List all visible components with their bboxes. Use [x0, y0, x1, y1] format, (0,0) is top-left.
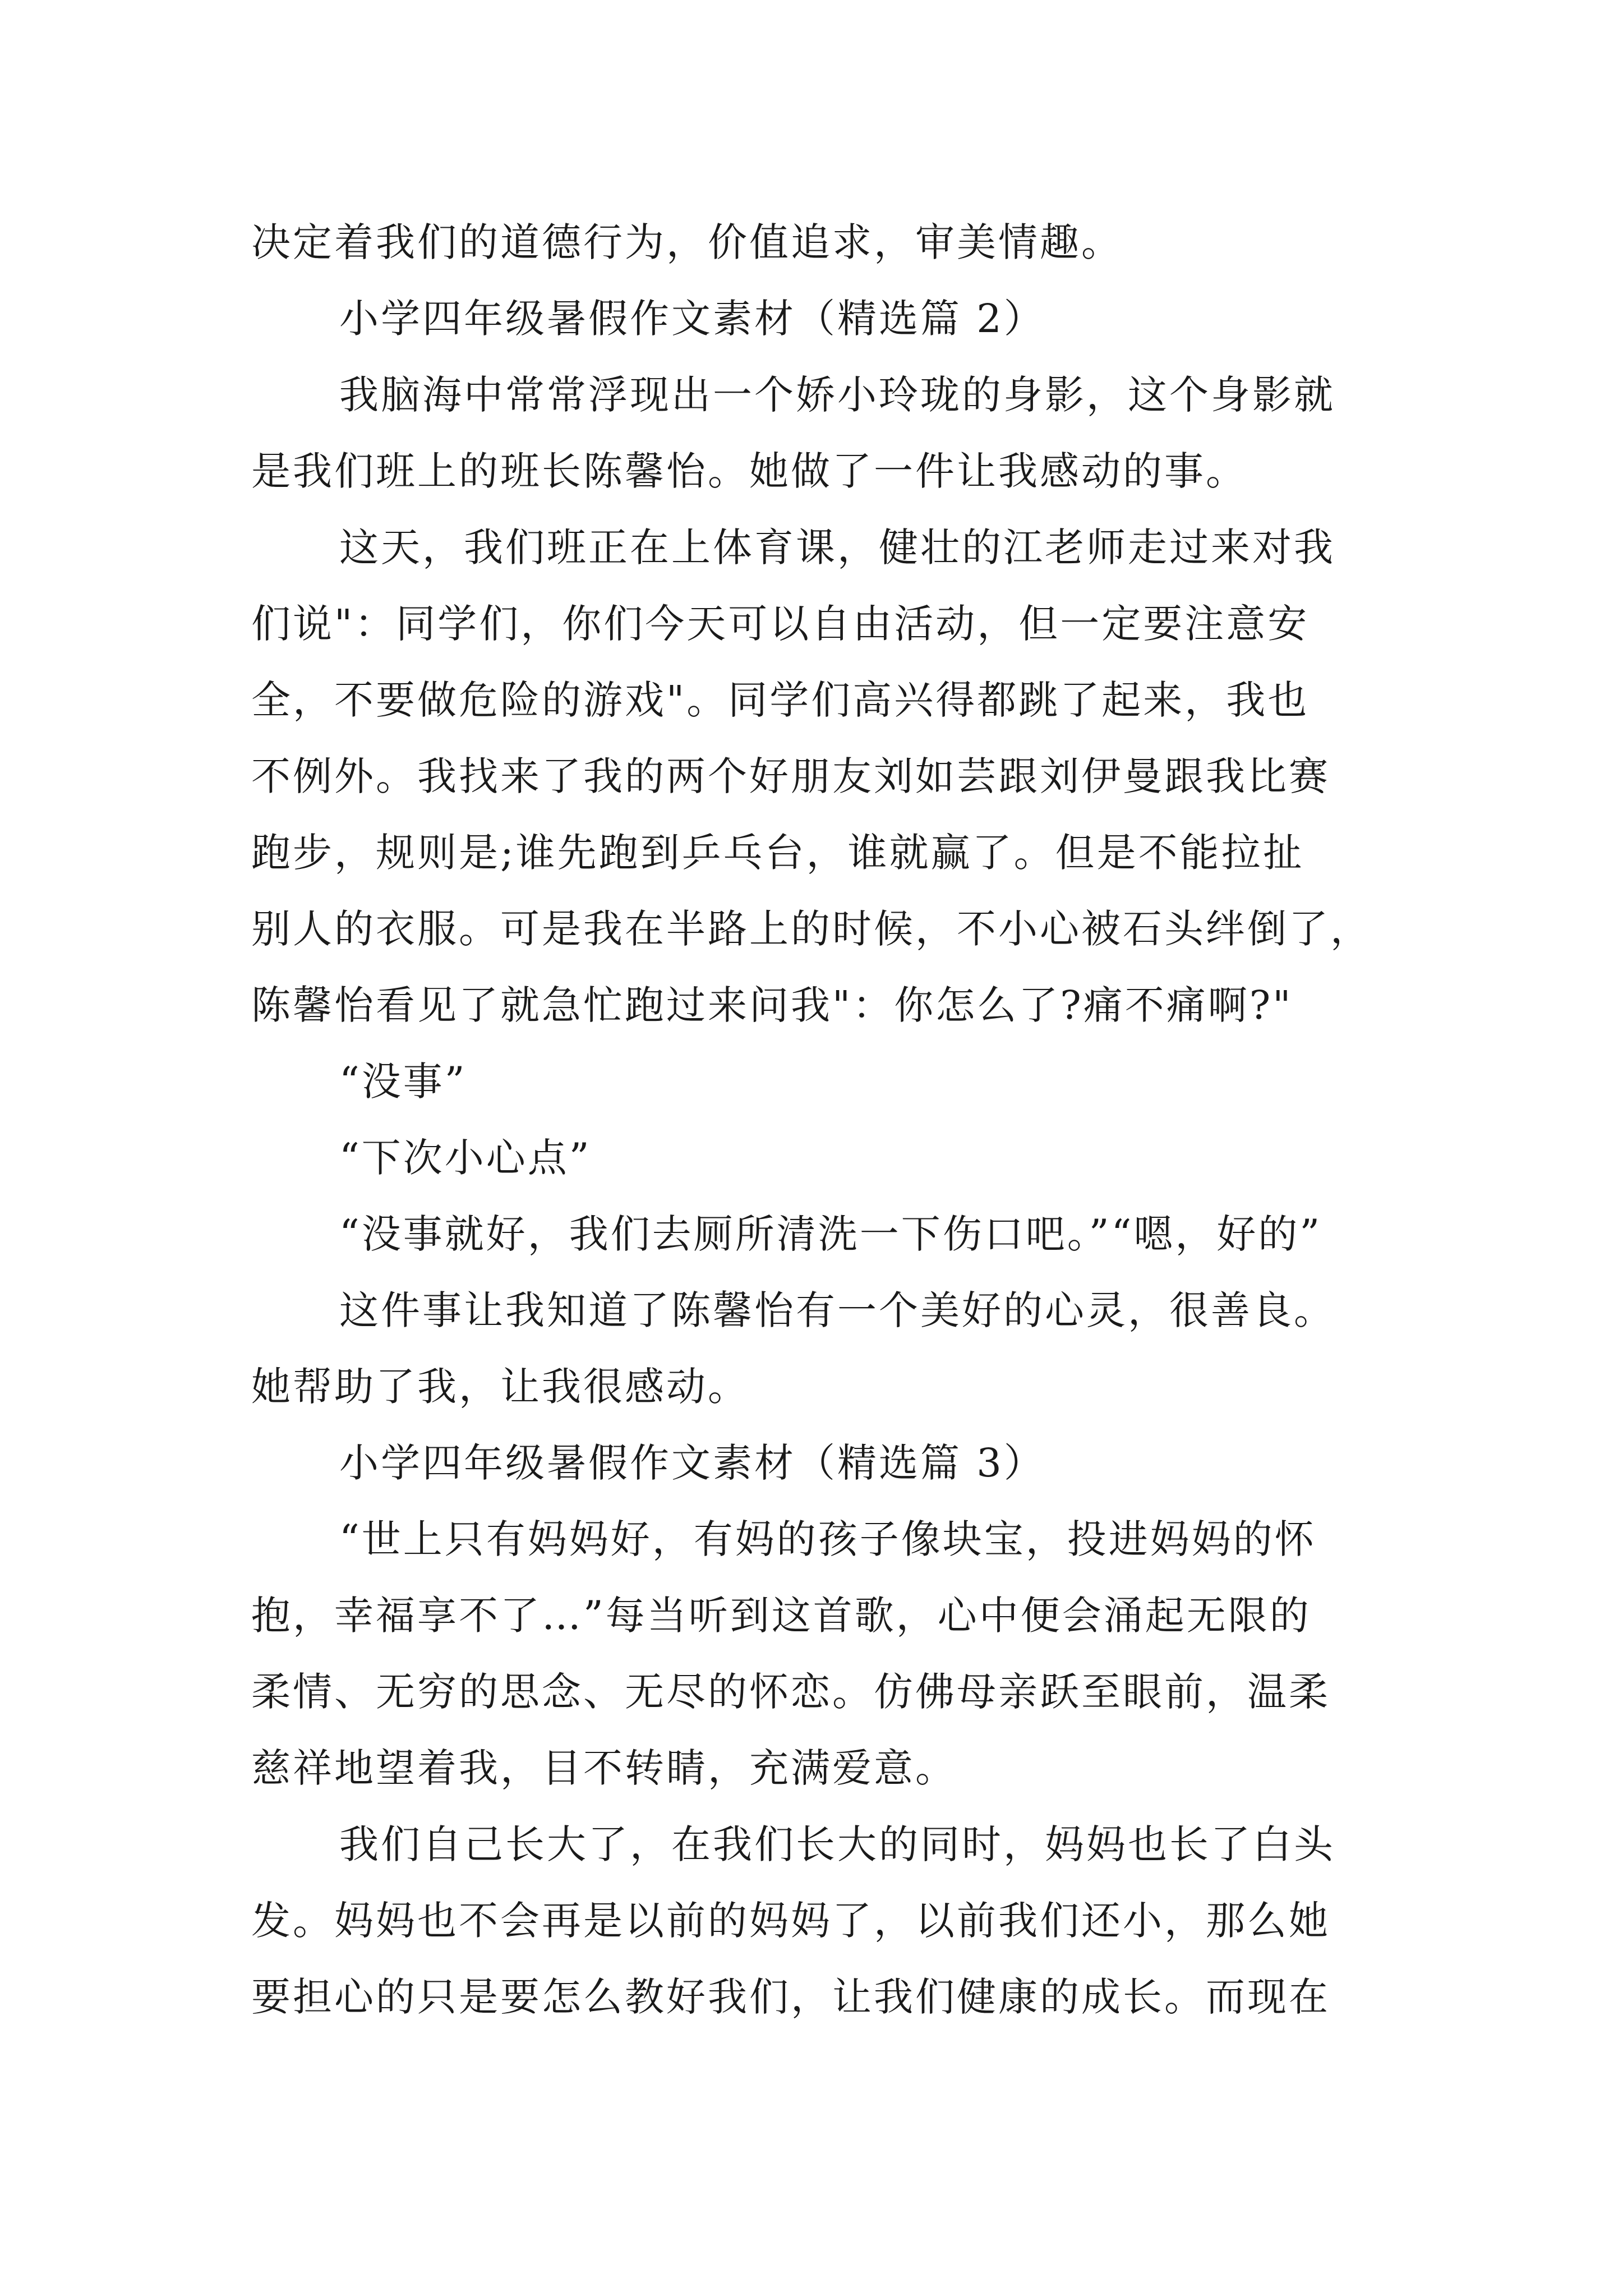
text-line: 我脑海中常常浮现出一个娇小玲珑的身影，这个身影就 — [339, 372, 1335, 418]
text-line: 发。妈妈也不会再是以前的妈妈了，以前我们还小，那么她 — [251, 1898, 1330, 1944]
text-line: 全，不要做危险的游戏"。同学们高兴得都跳了起来，我也 — [251, 677, 1310, 723]
text-line: 这件事让我知道了陈馨怡有一个美好的心灵，很善良。 — [339, 1287, 1335, 1333]
section-heading: 小学四年级暑假作文素材（精选篇 3） — [339, 1440, 1045, 1486]
text-line: 陈馨怡看见了就急忙跑过来问我"：你怎么了?痛不痛啊?" — [251, 982, 1293, 1028]
text-line: 这天，我们班正在上体育课，健壮的江老师走过来对我 — [339, 524, 1335, 570]
text-line: 别人的衣服。可是我在半路上的时候，不小心被石头绊倒了， — [251, 906, 1372, 952]
text-line: 是我们班上的班长陈馨怡。她做了一件让我感动的事。 — [251, 448, 1247, 494]
text-line: 不例外。我找来了我的两个好朋友刘如芸跟刘伊曼跟我比赛 — [251, 753, 1330, 799]
text-line: 我们自己长大了，在我们长大的同时，妈妈也长了白头 — [339, 1821, 1335, 1867]
text-line: 柔情、无穷的思念、无尽的怀恋。仿佛母亲跃至眼前，温柔 — [251, 1669, 1330, 1715]
text-line: 决定着我们的道德行为，价值追求，审美情趣。 — [251, 219, 1123, 265]
text-line: 们说"：同学们，你们今天可以自由活动，但一定要注意安 — [251, 601, 1310, 647]
text-line: “没事就好，我们去厕所清洗一下伤口吧。”“嗯，好的” — [339, 1211, 1322, 1257]
text-line: “没事” — [339, 1059, 467, 1105]
text-line: 她帮助了我，让我很感动。 — [251, 1364, 749, 1410]
section-heading: 小学四年级暑假作文素材（精选篇 2） — [339, 296, 1045, 342]
text-line: 跑步，规则是;谁先跑到乒乓台，谁就赢了。但是不能拉扯 — [251, 830, 1304, 876]
text-line: 抱，幸福享不了…”每当听到这首歌，心中便会涌起无限的 — [251, 1593, 1311, 1639]
text-line: 慈祥地望着我，目不转睛，充满爱意。 — [251, 1745, 957, 1791]
text-line: “下次小心点” — [339, 1135, 592, 1181]
text-line: 要担心的只是要怎么教好我们，让我们健康的成长。而现在 — [251, 1974, 1330, 2020]
text-line: “世上只有妈妈好，有妈的孩子像块宝，投进妈妈的怀 — [339, 1516, 1316, 1562]
